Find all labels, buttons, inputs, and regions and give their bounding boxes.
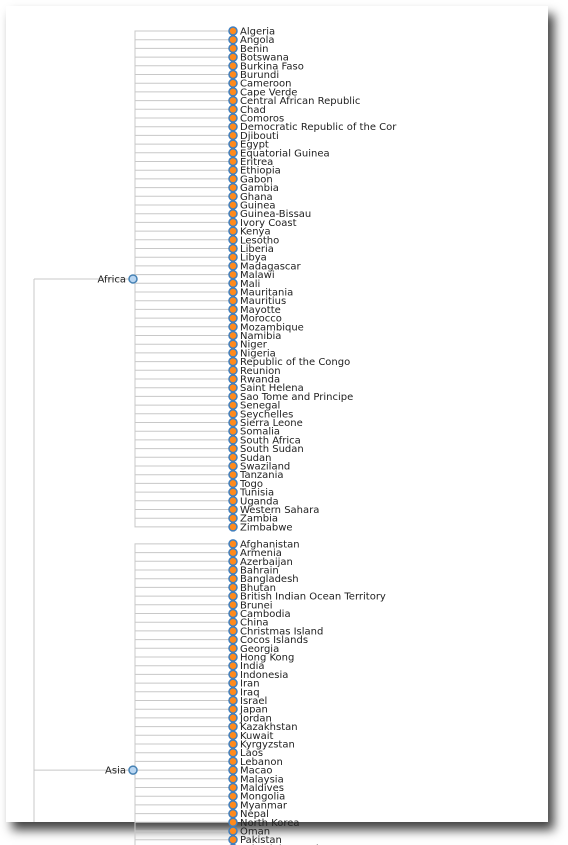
leaf-node-circle[interactable]	[229, 575, 237, 583]
leaf-node-label: Bhutan	[240, 582, 276, 594]
leaf-node-circle[interactable]	[229, 175, 237, 183]
link-thailand	[133, 770, 233, 845]
link-somalia	[133, 279, 233, 431]
link-qatar	[133, 770, 233, 845]
leaf-node-label: China	[240, 617, 269, 629]
links-layer	[34, 31, 233, 845]
leaf-node-label: Togo	[240, 478, 263, 490]
leaf-node-circle[interactable]	[229, 123, 237, 131]
leaf-node-label: Reunion	[240, 365, 281, 377]
leaf-node-label: Malaysia	[240, 774, 284, 786]
link-cape-verde	[133, 92, 233, 279]
link-equatorial-guinea	[133, 153, 233, 279]
link-chad	[133, 109, 233, 279]
leaf-node-circle[interactable]	[229, 262, 237, 270]
leaf-node-label: Sierra Leone	[240, 418, 303, 429]
link-timor-leste	[133, 770, 233, 845]
leaf-node-label: Burundi	[240, 70, 280, 81]
link-rwanda	[133, 279, 233, 379]
link-syria	[133, 770, 233, 845]
leaf-node-circle[interactable]	[229, 618, 237, 626]
leaf-node-circle[interactable]	[229, 583, 237, 591]
leaf-node-label: India	[240, 661, 265, 673]
link-lesotho	[133, 240, 233, 279]
leaf-node-circle[interactable]	[229, 201, 237, 209]
leaf-node-circle[interactable]	[229, 731, 237, 739]
leaf-node-label: Hong Kong	[240, 652, 295, 664]
leaf-node-circle[interactable]	[229, 271, 237, 279]
leaf-node-circle[interactable]	[229, 53, 237, 61]
leaf-node-circle[interactable]	[229, 358, 237, 366]
leaf-node-circle[interactable]	[229, 479, 237, 487]
leaf-node-circle[interactable]	[229, 62, 237, 70]
link-uganda	[133, 279, 233, 501]
leaf-node-circle[interactable]	[229, 44, 237, 52]
leaf-node-circle[interactable]	[229, 375, 237, 383]
link-kenya	[133, 231, 233, 279]
leaf-node-circle[interactable]	[229, 662, 237, 670]
leaf-node-label: Afghanistan	[240, 539, 300, 551]
link-saint-helena	[133, 279, 233, 388]
link-malaysia	[133, 770, 233, 779]
link-central-african-republic	[133, 101, 233, 279]
leaf-node-circle[interactable]	[229, 436, 237, 444]
leaf-node-label: Pakistan	[240, 835, 282, 845]
group-node-circle[interactable]	[129, 275, 137, 283]
leaf-node-circle[interactable]	[229, 297, 237, 305]
link-guinea	[133, 205, 233, 279]
leaf-node-label: Myanmar	[240, 800, 287, 812]
leaf-node-circle[interactable]	[229, 818, 237, 826]
leaf-node-circle[interactable]	[229, 279, 237, 287]
leaf-node-label: Cameroon	[240, 78, 292, 90]
leaf-node-circle[interactable]	[229, 149, 237, 157]
leaf-node-circle[interactable]	[229, 401, 237, 409]
leaf-node-label: Oman	[240, 826, 271, 838]
leaf-node-label: Swaziland	[240, 461, 291, 473]
group-node-africa[interactable]	[97, 274, 137, 285]
leaf-node-label: Western Sahara	[240, 505, 320, 516]
leaf-node-label: Iran	[240, 678, 260, 690]
leaf-node-label: Kuwait	[240, 730, 274, 742]
leaf-node-circle[interactable]	[229, 644, 237, 652]
link-south-korea	[133, 770, 233, 845]
leaf-node-label: Djibouti	[240, 130, 279, 142]
leaf-node-circle[interactable]	[229, 714, 237, 722]
leaf-node-circle[interactable]	[229, 27, 237, 35]
leaf-node-circle[interactable]	[229, 340, 237, 348]
leaf-node-label: Maldives	[240, 783, 284, 794]
leaf-node-label: Democratic Republic of the Cor	[240, 122, 397, 134]
leaf-node-circle[interactable]	[229, 679, 237, 687]
link-libya	[133, 257, 233, 279]
leaf-node-label: Rwanda	[240, 374, 281, 386]
leaf-node-label: Lebanon	[240, 756, 283, 768]
link-iraq	[133, 692, 233, 770]
link-burkina-faso	[133, 66, 233, 279]
leaf-node-label: Seychelles	[240, 409, 294, 421]
leaf-node-label: Sao Tome and Principe	[240, 391, 354, 403]
link-morocco	[133, 279, 233, 318]
link-south-africa	[133, 279, 233, 440]
leaf-node-label: Iraq	[240, 687, 260, 699]
leaf-node-label: Madagascar	[240, 261, 301, 273]
leaf-node-label: Niger	[240, 339, 267, 351]
leaf-node-label: Mali	[240, 278, 261, 290]
link-swaziland	[133, 279, 233, 466]
link-gambia	[133, 188, 233, 279]
link-root-asia	[34, 279, 133, 770]
leaf-node-zimbabwe[interactable]	[229, 522, 293, 533]
leaf-node-label: Mauritania	[240, 287, 294, 299]
leaf-node-circle[interactable]	[229, 836, 237, 844]
link-niger	[133, 279, 233, 344]
leaf-node-label: Libya	[240, 252, 267, 264]
leaf-node-circle[interactable]	[229, 392, 237, 400]
link-tanzania	[133, 279, 233, 475]
leaf-node-label: Guinea	[240, 200, 276, 212]
leaf-node-label: Brunei	[240, 600, 273, 612]
leaf-node-circle[interactable]	[229, 419, 237, 427]
leaf-node-label: Nepal	[240, 809, 269, 821]
leaf-node-circle[interactable]	[229, 192, 237, 200]
leaf-node-circle[interactable]	[229, 71, 237, 79]
link-lebanon	[133, 761, 233, 770]
nodes-layer	[97, 27, 397, 845]
leaf-node-label: Egypt	[240, 139, 269, 151]
link-south-sudan	[133, 279, 233, 449]
link-tunisia	[133, 279, 233, 492]
leaf-node-label: Bangladesh	[240, 574, 299, 586]
link-zimbabwe	[133, 279, 233, 527]
tree-frame	[6, 6, 548, 845]
leaf-node-circle[interactable]	[229, 810, 237, 818]
group-node-label: Africa	[97, 274, 126, 286]
leaf-node-circle[interactable]	[229, 801, 237, 809]
leaf-node-circle[interactable]	[229, 766, 237, 774]
leaf-node-circle[interactable]	[229, 410, 237, 418]
leaf-node-label: Israel	[240, 696, 268, 707]
leaf-node-label: Somalia	[240, 426, 281, 438]
link-angola	[133, 40, 233, 279]
link-mali	[133, 279, 233, 283]
leaf-node-label: Guinea-Bissau	[240, 209, 312, 221]
leaf-node-circle[interactable]	[229, 88, 237, 96]
leaf-node-circle[interactable]	[229, 427, 237, 435]
leaf-node-circle[interactable]	[229, 236, 237, 244]
group-node-circle[interactable]	[129, 766, 137, 774]
leaf-node-label: Jordan	[240, 713, 272, 725]
leaf-node-label: Saint Helena	[240, 383, 304, 395]
leaf-node-label: Comoros	[240, 113, 285, 125]
link-sri-lanka	[133, 770, 233, 845]
leaf-node-circle[interactable]	[229, 218, 237, 226]
link-armenia	[133, 553, 233, 771]
leaf-node-label: Nigeria	[240, 348, 276, 360]
leaf-node-circle[interactable]	[229, 97, 237, 105]
leaf-node-circle[interactable]	[229, 453, 237, 461]
leaf-node-label: Zimbabwe	[240, 522, 293, 534]
leaf-node-label: Tunisia	[240, 487, 275, 499]
leaf-node-label: Mayotte	[240, 304, 281, 316]
leaf-node-label: Georgia	[240, 643, 280, 655]
link-mongolia	[133, 770, 233, 796]
leaf-node-label: Liberia	[240, 244, 274, 255]
link-tajikistan	[133, 770, 233, 845]
link-united-arab-emirates	[133, 770, 233, 845]
leaf-node-circle[interactable]	[229, 540, 237, 548]
leaf-node-circle[interactable]	[229, 166, 237, 174]
leaf-node-label: Kenya	[240, 226, 271, 238]
link-bhutan	[133, 587, 233, 770]
leaf-node-circle[interactable]	[229, 827, 237, 835]
leaf-node-label: Mongolia	[240, 791, 286, 803]
leaf-node-label: Chad	[240, 104, 266, 116]
leaf-node-label: Cocos Islands	[240, 635, 309, 647]
link-ghana	[133, 196, 233, 279]
link-uzbekistan	[133, 770, 233, 845]
leaf-node-circle[interactable]	[229, 253, 237, 261]
leaf-node-circle[interactable]	[229, 332, 237, 340]
link-botswana	[133, 57, 233, 279]
leaf-node-label: Senegal	[240, 400, 281, 412]
leaf-node-circle[interactable]	[229, 514, 237, 522]
leaf-node-label: Uganda	[240, 496, 279, 508]
link-nigeria	[133, 279, 233, 353]
group-node-asia[interactable]	[105, 766, 137, 777]
leaf-node-circle[interactable]	[229, 566, 237, 574]
link-kazakhstan	[133, 727, 233, 771]
leaf-node-label: Namibia	[240, 331, 282, 342]
leaf-node-label: Ethiopia	[240, 165, 281, 177]
leaf-node-label: Laos	[240, 748, 264, 760]
link-yemen	[133, 770, 233, 845]
leaf-node-circle[interactable]	[229, 314, 237, 322]
leaf-node-label: Mozambique	[240, 322, 304, 334]
leaf-node-label: Bahrain	[240, 565, 279, 577]
leaf-node-label: Sudan	[240, 452, 272, 464]
link-cocos-islands	[133, 640, 233, 771]
leaf-node-label: Japan	[240, 704, 268, 716]
leaf-node-circle[interactable]	[229, 497, 237, 505]
leaf-node-label: South Africa	[240, 435, 301, 447]
link-reunion	[133, 279, 233, 370]
leaf-node-label: Benin	[240, 43, 269, 55]
leaf-node-circle[interactable]	[229, 627, 237, 635]
link-singapore	[133, 770, 233, 845]
leaf-node-circle[interactable]	[229, 462, 237, 470]
link-senegal	[133, 279, 233, 405]
link-kyrgyzstan	[133, 744, 233, 770]
leaf-node-circle[interactable]	[229, 245, 237, 253]
leaf-node-circle[interactable]	[229, 210, 237, 218]
leaf-node-circle[interactable]	[229, 488, 237, 496]
leaf-node-label: Lesotho	[240, 235, 280, 247]
leaf-node-circle[interactable]	[229, 131, 237, 139]
leaf-node-circle[interactable]	[229, 557, 237, 565]
leaf-node-label: Cambodia	[240, 609, 291, 620]
leaf-node-label: British Indian Ocean Territory	[240, 591, 386, 603]
link-bahrain	[133, 570, 233, 770]
leaf-node-circle[interactable]	[229, 601, 237, 609]
leaf-node-circle[interactable]	[229, 158, 237, 166]
leaf-node-circle[interactable]	[229, 784, 237, 792]
leaf-node-label: Equatorial Guinea	[240, 148, 330, 160]
link-egypt	[133, 144, 233, 279]
link-malawi	[133, 275, 233, 279]
leaf-node-circle[interactable]	[229, 384, 237, 392]
leaf-node-circle[interactable]	[229, 653, 237, 661]
leaf-node-circle[interactable]	[229, 688, 237, 696]
link-democratic-republic-of-the-cor	[133, 127, 233, 279]
leaf-node-label: Indonesia	[240, 669, 289, 681]
leaf-node-label: Republic of the Congo	[240, 357, 351, 369]
link-vietnam	[133, 770, 233, 845]
link-saudi-arabia	[133, 770, 233, 845]
leaf-node-circle[interactable]	[229, 105, 237, 113]
leaf-node-circle[interactable]	[229, 523, 237, 531]
link-republic-of-the-congo	[133, 279, 233, 362]
leaf-node-label: Ivory Coast	[240, 217, 297, 229]
leaf-node-label: Cape Verde	[240, 87, 298, 99]
link-nepal	[133, 770, 233, 814]
link-indonesia	[133, 674, 233, 770]
leaf-node-label: Kazakhstan	[240, 722, 298, 734]
leaf-node-label: Angola	[240, 35, 275, 47]
leaf-node-circle[interactable]	[229, 697, 237, 705]
leaf-node-label: Christmas Island	[240, 626, 324, 638]
leaf-node-circle[interactable]	[229, 323, 237, 331]
country-tree-diagram	[6, 6, 548, 845]
leaf-node-label: Gambia	[240, 183, 279, 195]
leaf-node-label: Zambia	[240, 513, 278, 525]
leaf-node-label: Algeria	[240, 26, 276, 38]
link-china	[133, 622, 233, 770]
link-sudan	[133, 279, 233, 457]
link-comoros	[133, 118, 233, 279]
link-turkmenistan	[133, 770, 233, 845]
leaf-node-circle[interactable]	[229, 506, 237, 514]
link-mauritania	[133, 279, 233, 292]
leaf-node-label: Macao	[240, 765, 273, 777]
leaf-node-label: Ghana	[240, 191, 273, 203]
leaf-node-circle[interactable]	[229, 227, 237, 235]
leaf-node-label: Tanzania	[240, 470, 284, 482]
leaf-node-circle[interactable]	[229, 305, 237, 313]
link-taiwan	[133, 770, 233, 845]
leaf-node-circle[interactable]	[229, 775, 237, 783]
leaf-node-label: Azerbaijan	[240, 556, 293, 568]
leaf-node-label: Kyrgyzstan	[240, 739, 295, 751]
leaf-node-circle[interactable]	[229, 471, 237, 479]
link-algeria	[133, 31, 233, 279]
link-ethiopia	[133, 170, 233, 279]
leaf-node-circle[interactable]	[229, 445, 237, 453]
link-cameroon	[133, 83, 233, 279]
link-guinea-bissau	[133, 214, 233, 279]
link-gabon	[133, 179, 233, 279]
leaf-node-label: Armenia	[240, 548, 282, 560]
leaf-node-circle[interactable]	[229, 757, 237, 765]
leaf-node-label: Morocco	[240, 313, 282, 325]
leaf-node-label: Mauritius	[240, 296, 287, 308]
link-philippines	[133, 770, 233, 845]
leaf-node-label: Gabon	[240, 174, 273, 186]
leaf-node-circle[interactable]	[229, 670, 237, 678]
leaf-node-circle[interactable]	[229, 349, 237, 357]
link-mauritius	[133, 279, 233, 301]
leaf-node-circle[interactable]	[229, 79, 237, 87]
link-mozambique	[133, 279, 233, 327]
leaf-node-circle[interactable]	[229, 740, 237, 748]
link-seychelles	[133, 279, 233, 414]
leaf-node-circle[interactable]	[229, 366, 237, 374]
leaf-node-circle[interactable]	[229, 36, 237, 44]
leaf-node-circle[interactable]	[229, 705, 237, 713]
leaf-node-circle[interactable]	[229, 549, 237, 557]
group-node-label: Asia	[105, 765, 126, 777]
leaf-node-label: South Sudan	[240, 444, 304, 456]
leaf-node-circle[interactable]	[229, 288, 237, 296]
leaf-node-label: North Korea	[240, 817, 300, 829]
leaf-node-circle[interactable]	[229, 140, 237, 148]
leaf-node-circle[interactable]	[229, 114, 237, 122]
link-madagascar	[133, 266, 233, 279]
leaf-node-circle[interactable]	[229, 610, 237, 618]
leaf-node-label: Botswana	[240, 52, 289, 64]
leaf-node-circle[interactable]	[229, 723, 237, 731]
leaf-node-circle[interactable]	[229, 749, 237, 757]
leaf-node-label: Eritrea	[240, 157, 274, 168]
leaf-node-label: Burkina Faso	[240, 61, 304, 73]
leaf-node-circle[interactable]	[229, 184, 237, 192]
leaf-node-circle[interactable]	[229, 792, 237, 800]
link-brunei	[133, 605, 233, 770]
link-palestinian-territory	[133, 770, 233, 845]
leaf-node-circle[interactable]	[229, 636, 237, 644]
link-turkey	[133, 770, 233, 845]
leaf-node-circle[interactable]	[229, 592, 237, 600]
link-zambia	[133, 279, 233, 518]
leaf-node-label: Central African Republic	[240, 96, 361, 108]
leaf-node-label: Malawi	[240, 270, 275, 282]
